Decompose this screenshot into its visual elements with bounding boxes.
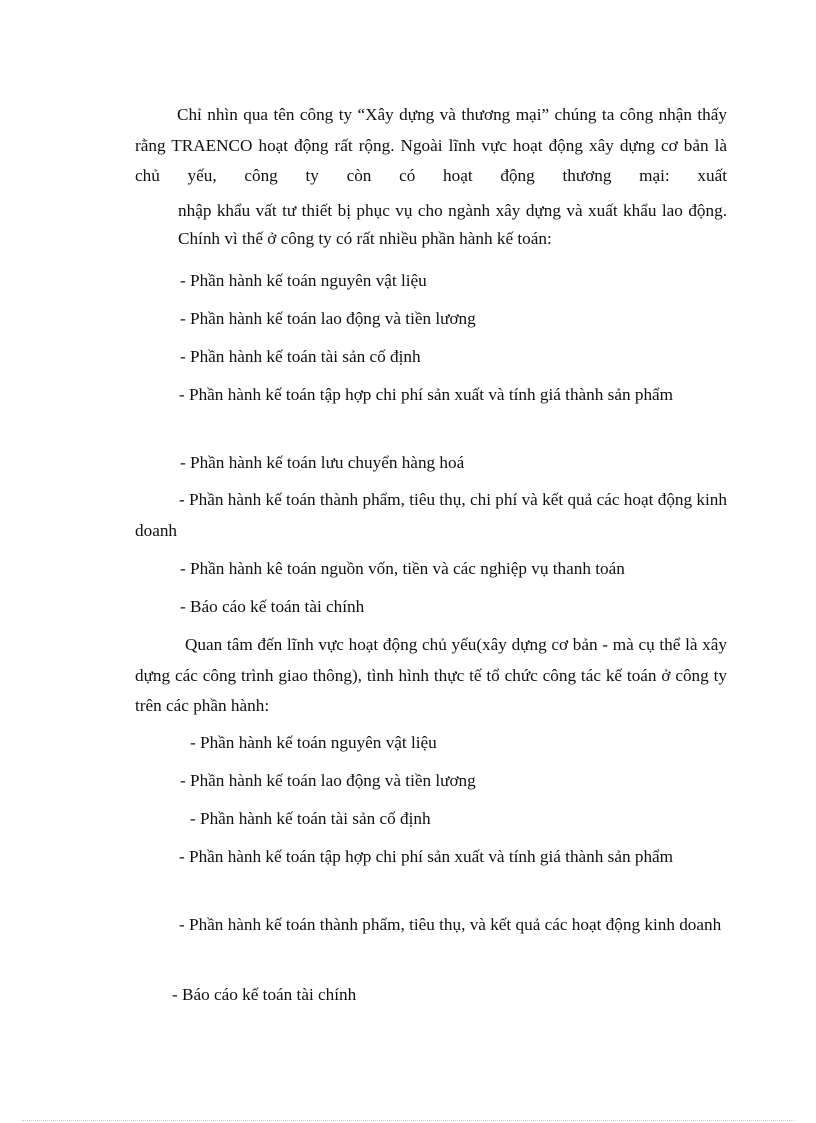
intro-paragraph: Chỉ nhìn qua tên công ty “Xây dựng và thương mại” chúng ta công nhận thấy rằng TRAENCO hoạt động rất rộng. Ngoài lĩnh vực hoạt động xây dựng cơ bản là chủ yếu, công ty còn có hoạt động thương mại: xuất — [135, 105, 727, 185]
list-item: - Phần hành kế toán thành phẩm, tiêu thụ, chi phí và kết quả các hoạt động kinh doanh — [135, 490, 727, 540]
list-item: - Phần hành kế toán tài sản cố định — [190, 809, 431, 828]
list-item: - Báo cáo kế toán tài chính — [172, 985, 357, 1004]
list-item: - Phần hành kê toán nguồn vốn, tiền và các nghiệp vụ thanh toán — [180, 559, 625, 578]
list-item: - Phần hành kế toán tập hợp chi phí sản xuất và tính giá thành sản phẩm — [179, 847, 674, 866]
list-item: - Phần hành kế toán lao động và tiền lương — [180, 771, 476, 790]
list-item: - Phần hành kế toán tập hợp chi phí sản xuất và tính giá thành sản phẩm — [179, 385, 674, 404]
list-item: - Phần hành kế toán thành phẩm, tiêu thụ, và kết quả các hoạt động kinh doanh — [179, 915, 722, 934]
list-item: - Phần hành kế toán lao động và tiền lương — [180, 309, 476, 328]
focus-paragraph: Quan tâm đến lĩnh vực hoạt động chủ yếu(xây dựng cơ bản - mà cụ thể là xây dựng các công trình giao thông), tình hình thực tế tổ chức công tác kế toán ở công ty trên các phần hành: — [135, 635, 727, 715]
list-item: - Phần hành kế toán tài sản cố định — [180, 347, 421, 366]
continuation-paragraph: nhập khẩu vất tư thiết bị phục vụ cho ngành xây dựng và xuất khẩu lao động. Chính vì thế ở công ty có rất nhiều phần hành kế toán: — [178, 201, 727, 248]
list-item: - Phần hành kế toán nguyên vật liệu — [190, 733, 437, 752]
page-bottom-border — [22, 1120, 794, 1121]
list-item: - Phần hành kế toán lưu chuyển hàng hoá — [180, 453, 465, 472]
list-item: - Báo cáo kế toán tài chính — [180, 597, 365, 616]
list-item: - Phần hành kế toán nguyên vật liệu — [180, 271, 427, 290]
